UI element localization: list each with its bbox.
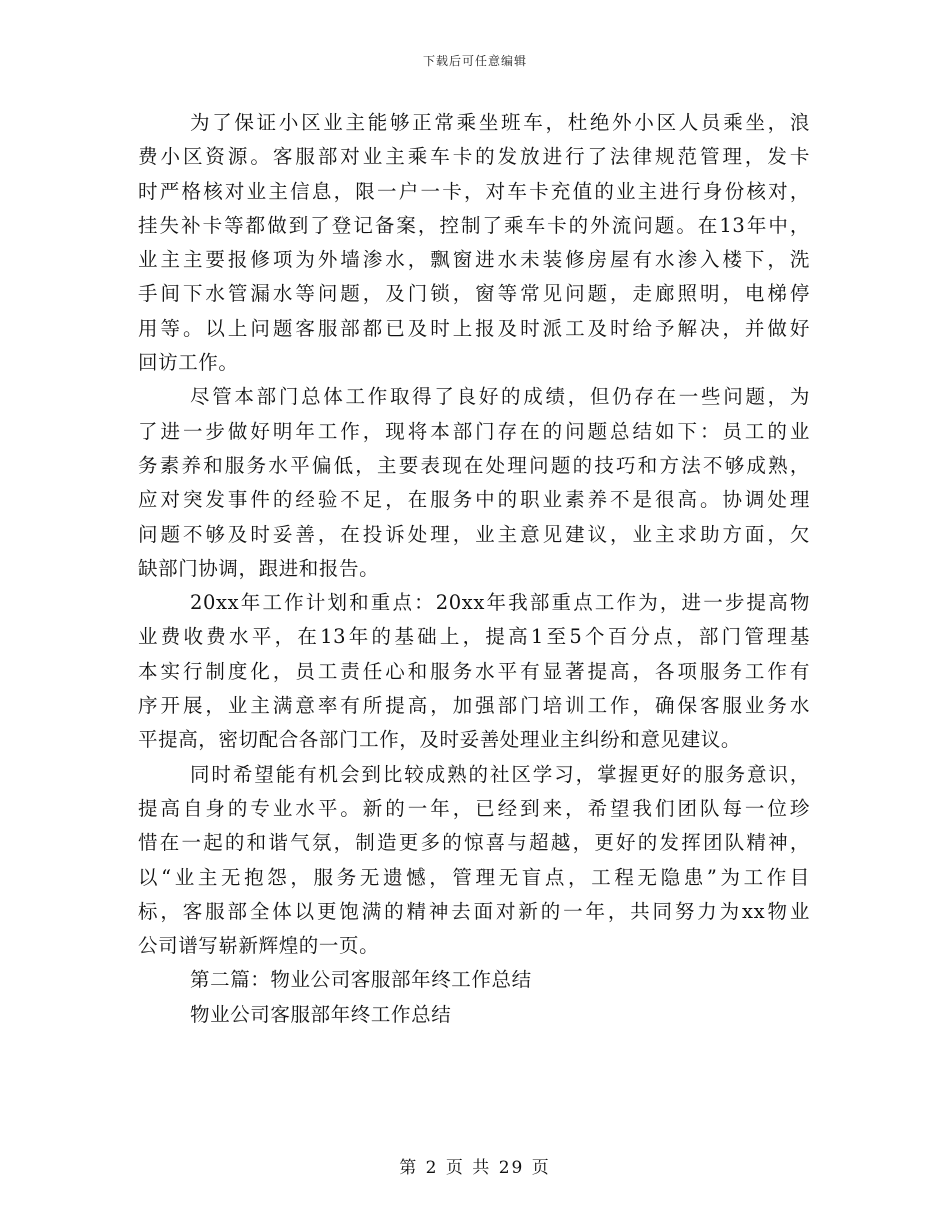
text-line: 务素养和服务水平偏低，主要表现在处理问题的技巧和方法不够成熟， bbox=[138, 453, 810, 477]
text-line: 手间下水管漏水等问题，及门锁，窗等常见问题，走廊照明，电梯停 bbox=[138, 282, 810, 306]
text-line: 用等。以上问题客服部都已及时上报及时派工及时给予解决，并做好 bbox=[138, 316, 810, 340]
text-line: 同时希望能有机会到比较成熟的社区学习，掌握更好的服务意识， bbox=[190, 762, 810, 786]
text-line: 费小区资源。客服部对业主乘车卡的发放进行了法律规范管理，发卡 bbox=[138, 145, 810, 169]
header-note: 下载后可任意编辑 bbox=[422, 54, 527, 68]
text-line: 20xx年工作计划和重点：20xx年我部重点工作为，进一步提高物 bbox=[190, 591, 810, 615]
section-subheading: 物业公司客服部年终工作总结 bbox=[190, 1002, 452, 1026]
text-line: 尽管本部门总体工作取得了良好的成绩，但仍存在一些问题，为 bbox=[190, 385, 810, 409]
section-heading: 第二篇：物业公司客服部年终工作总结 bbox=[190, 968, 532, 992]
text-line: 业费收费水平，在13年的基础上，提高1至5个百分点，部门管理基 bbox=[138, 625, 810, 649]
text-line: 业主主要报修项为外墙渗水，飘窗进水未装修房屋有水渗入楼下，洗 bbox=[138, 248, 810, 272]
text-line: 回访工作。 bbox=[138, 351, 239, 375]
text-line: 挂失补卡等都做到了登记备案，控制了乘车卡的外流问题。在13年中， bbox=[138, 213, 810, 237]
text-line: 缺部门协调，跟进和报告。 bbox=[138, 556, 380, 580]
page-number: 第 2 页 共 29 页 bbox=[399, 1158, 551, 1178]
text-line: 时严格核对业主信息，限一户一卡，对车卡充值的业主进行身份核对， bbox=[138, 179, 810, 203]
text-line: 为了保证小区业主能够正常乘坐班车，杜绝外小区人员乘坐，浪 bbox=[190, 111, 810, 134]
text-line: 了进一步做好明年工作，现将本部门存在的问题总结如下：员工的业 bbox=[138, 419, 810, 443]
text-line: 应对突发事件的经验不足，在服务中的职业素养不是很高。协调处理 bbox=[138, 488, 810, 512]
text-line: 问题不够及时妥善，在投诉处理，业主意见建议，业主求助方面，欠 bbox=[138, 522, 810, 546]
text-line: 公司谱写崭新辉煌的一页。 bbox=[138, 934, 380, 958]
text-line: 惜在一起的和谐气氛，制造更多的惊喜与超越，更好的发挥团队精神， bbox=[138, 831, 810, 855]
text-line: 平提高，密切配合各部门工作，及时妥善处理业主纠纷和意见建议。 bbox=[138, 728, 742, 752]
text-line: 标，客服部全体以更饱满的精神去面对新的一年，共同努力为xx物业 bbox=[138, 899, 810, 923]
text-line: 以“业主无抱怨，服务无遗憾，管理无盲点，工程无隐患”为工作目 bbox=[138, 865, 810, 889]
text-line: 本实行制度化，员工责任心和服务水平有显著提高，各项服务工作有 bbox=[138, 659, 810, 683]
document-body bbox=[138, 106, 810, 1032]
text-line: 提高自身的专业水平。新的一年，已经到来，希望我们团队每一位珍 bbox=[138, 796, 810, 820]
text-line: 序开展，业主满意率有所提高，加强部门培训工作，确保客服业务水 bbox=[138, 694, 810, 718]
